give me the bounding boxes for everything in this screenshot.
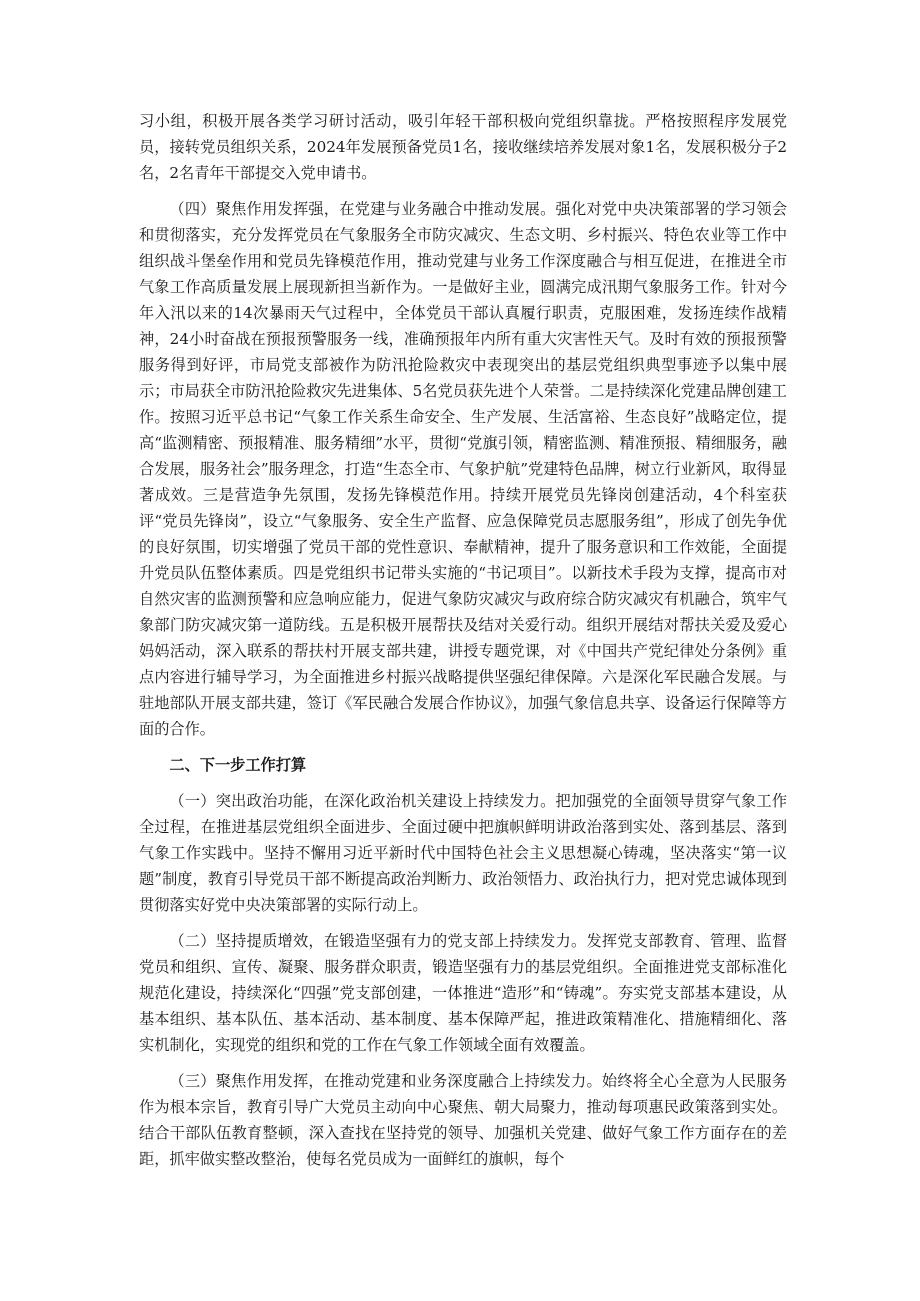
document-page [139,108,787,1182]
paragraph-political-function: （一）突出政治功能，在深化政治机关建设上持续发力。把加强党的全面领导贯穿气象工作全过程，在推进基层党组织全面进步、全面过硬中把旗帜鲜明讲政治落到实处、落到基层、落到气象工作实践中。坚持不懈用习近平新时代中国特色社会主义思想凝心铸魂，坚决落实“第一议题”制度，教育引导党员干部不断提高政治判断力、政治领悟力、政治执行力，把对党忠诚体现到贯彻落实好党中央决策部署的实际行动上。 [139,792,787,914]
paragraph-role-play: （三）聚焦作用发挥，在推动党建和业务深度融合上持续发力。始终将全心全意为人民服务作为根本宗旨，教育引导广大党员主动向中心聚焦、朝大局聚力，推动每项惠民政策落到实处。结合干部队伍教育整顿，深入查找在坚持党的领导、加强机关党建、做好气象工作方面存在的差距，抓牢做实整改整治，使每名党员成为一面鲜红的旗帜，每个 [139,1072,787,1168]
section-heading-next-steps: 二、下一步工作打算 [169,756,307,774]
paragraph-business-integration: （四）聚焦作用发挥强，在党建与业务融合中推动发展。强化对党中央决策部署的学习领会和贯彻落实，充分发挥党员在气象服务全市防灾减灾、生态文明、乡村振兴、特色农业等工作中组织战斗堡垒作用和党员先锋模范作用，推动党建与业务工作深度融合与相互促进，在推进全市气象工作高质量发展上展现新担当新作为。一是做好主业，圆满完成汛期气象服务工作。针对今年入汛以来的14次暴雨天气过程中，全体党员干部认真履行职责，克服困难，发扬连续作战精神，24小时奋战在预报预警服务一线，准确预报年内所有重大灾害性天气。及时有效的预报预警服务得到好评，市局党支部被作为防汛抢险救灾中表现突出的基层党组织典型事迹予以集中展示；市局获全市防汛抢险救灾先进集体、5名党员获先进个人荣誉。二是持续深化党建品牌创建工作。按照习近平总书记“气象工作关系生命安全、生产发展、生活富裕、生态良好”战略定位，提高“监测精密、预报精准、服务精细”水平，贯彻“党旗引领，精密监测、精准预报、精细服务，融合发展，服务社会”服务理念，打造“生态全市、气象护航”党建特色品牌，树立行业新风，取得显著成效。三是营造争先氛围，发扬先锋模范作用。持续开展党员先锋岗创建活动，4个科室获评“党员先锋岗”，设立“气象服务、安全生产监督、应急保障党员志愿服务组”，形成了创先争优的良好氛围，切实增强了党员干部的党性意识、奉献精神，提升了服务意识和工作效能，全面提升党员队伍整体素质。四是党组织书记带头实施的“书记项目”。以新技术手段为支撑，提高市对自然灾害的监测预警和应急响应能力，促进气象防灾减灾与政府综合防灾减灾有机融合，筑牢气象部门防灾减灾第一道防线。五是积极开展帮扶及结对关爱行动。组织开展结对帮扶关爱及爱心妈妈活动，深入联系的帮扶村开展支部共建，讲授专题党课，对《中国共产党纪律处分条例》重点内容进行辅导学习，为全面推进乡村振兴战略提供坚强纪律保障。六是深化军民融合发展。与驻地部队开展支部共建，签订《军民融合发展合作协议》，加强气象信息共享、设备运行保障等方面的合作。 [139,200,787,738]
paragraph-party-member-development: 习小组，积极开展各类学习研讨活动，吸引年轻干部积极向党组织靠拢。严格按照程序发展党员，接转党员组织关系，2024年发展预备党员1名，接收继续培养发展对象1名，发展积极分子2名，2名青年干部提交入党申请书。 [139,112,787,182]
paragraph-quality-efficiency: （二）坚持提质增效，在锻造坚强有力的党支部上持续发力。发挥党支部教育、管理、监督党员和组织、宣传、凝聚、服务群众职责，锻造坚强有力的基层党组织。全面推进党支部标准化规范化建设，持续深化“四强”党支部创建，一体推进“造形”和“铸魂”。夯实党支部基本建设，从基本组织、基本队伍、基本活动、基本制度、基本保障严起，推进政策精准化、措施精细化、落实机制化，实现党的组织和党的工作在气象工作领域全面有效覆盖。 [139,932,787,1054]
